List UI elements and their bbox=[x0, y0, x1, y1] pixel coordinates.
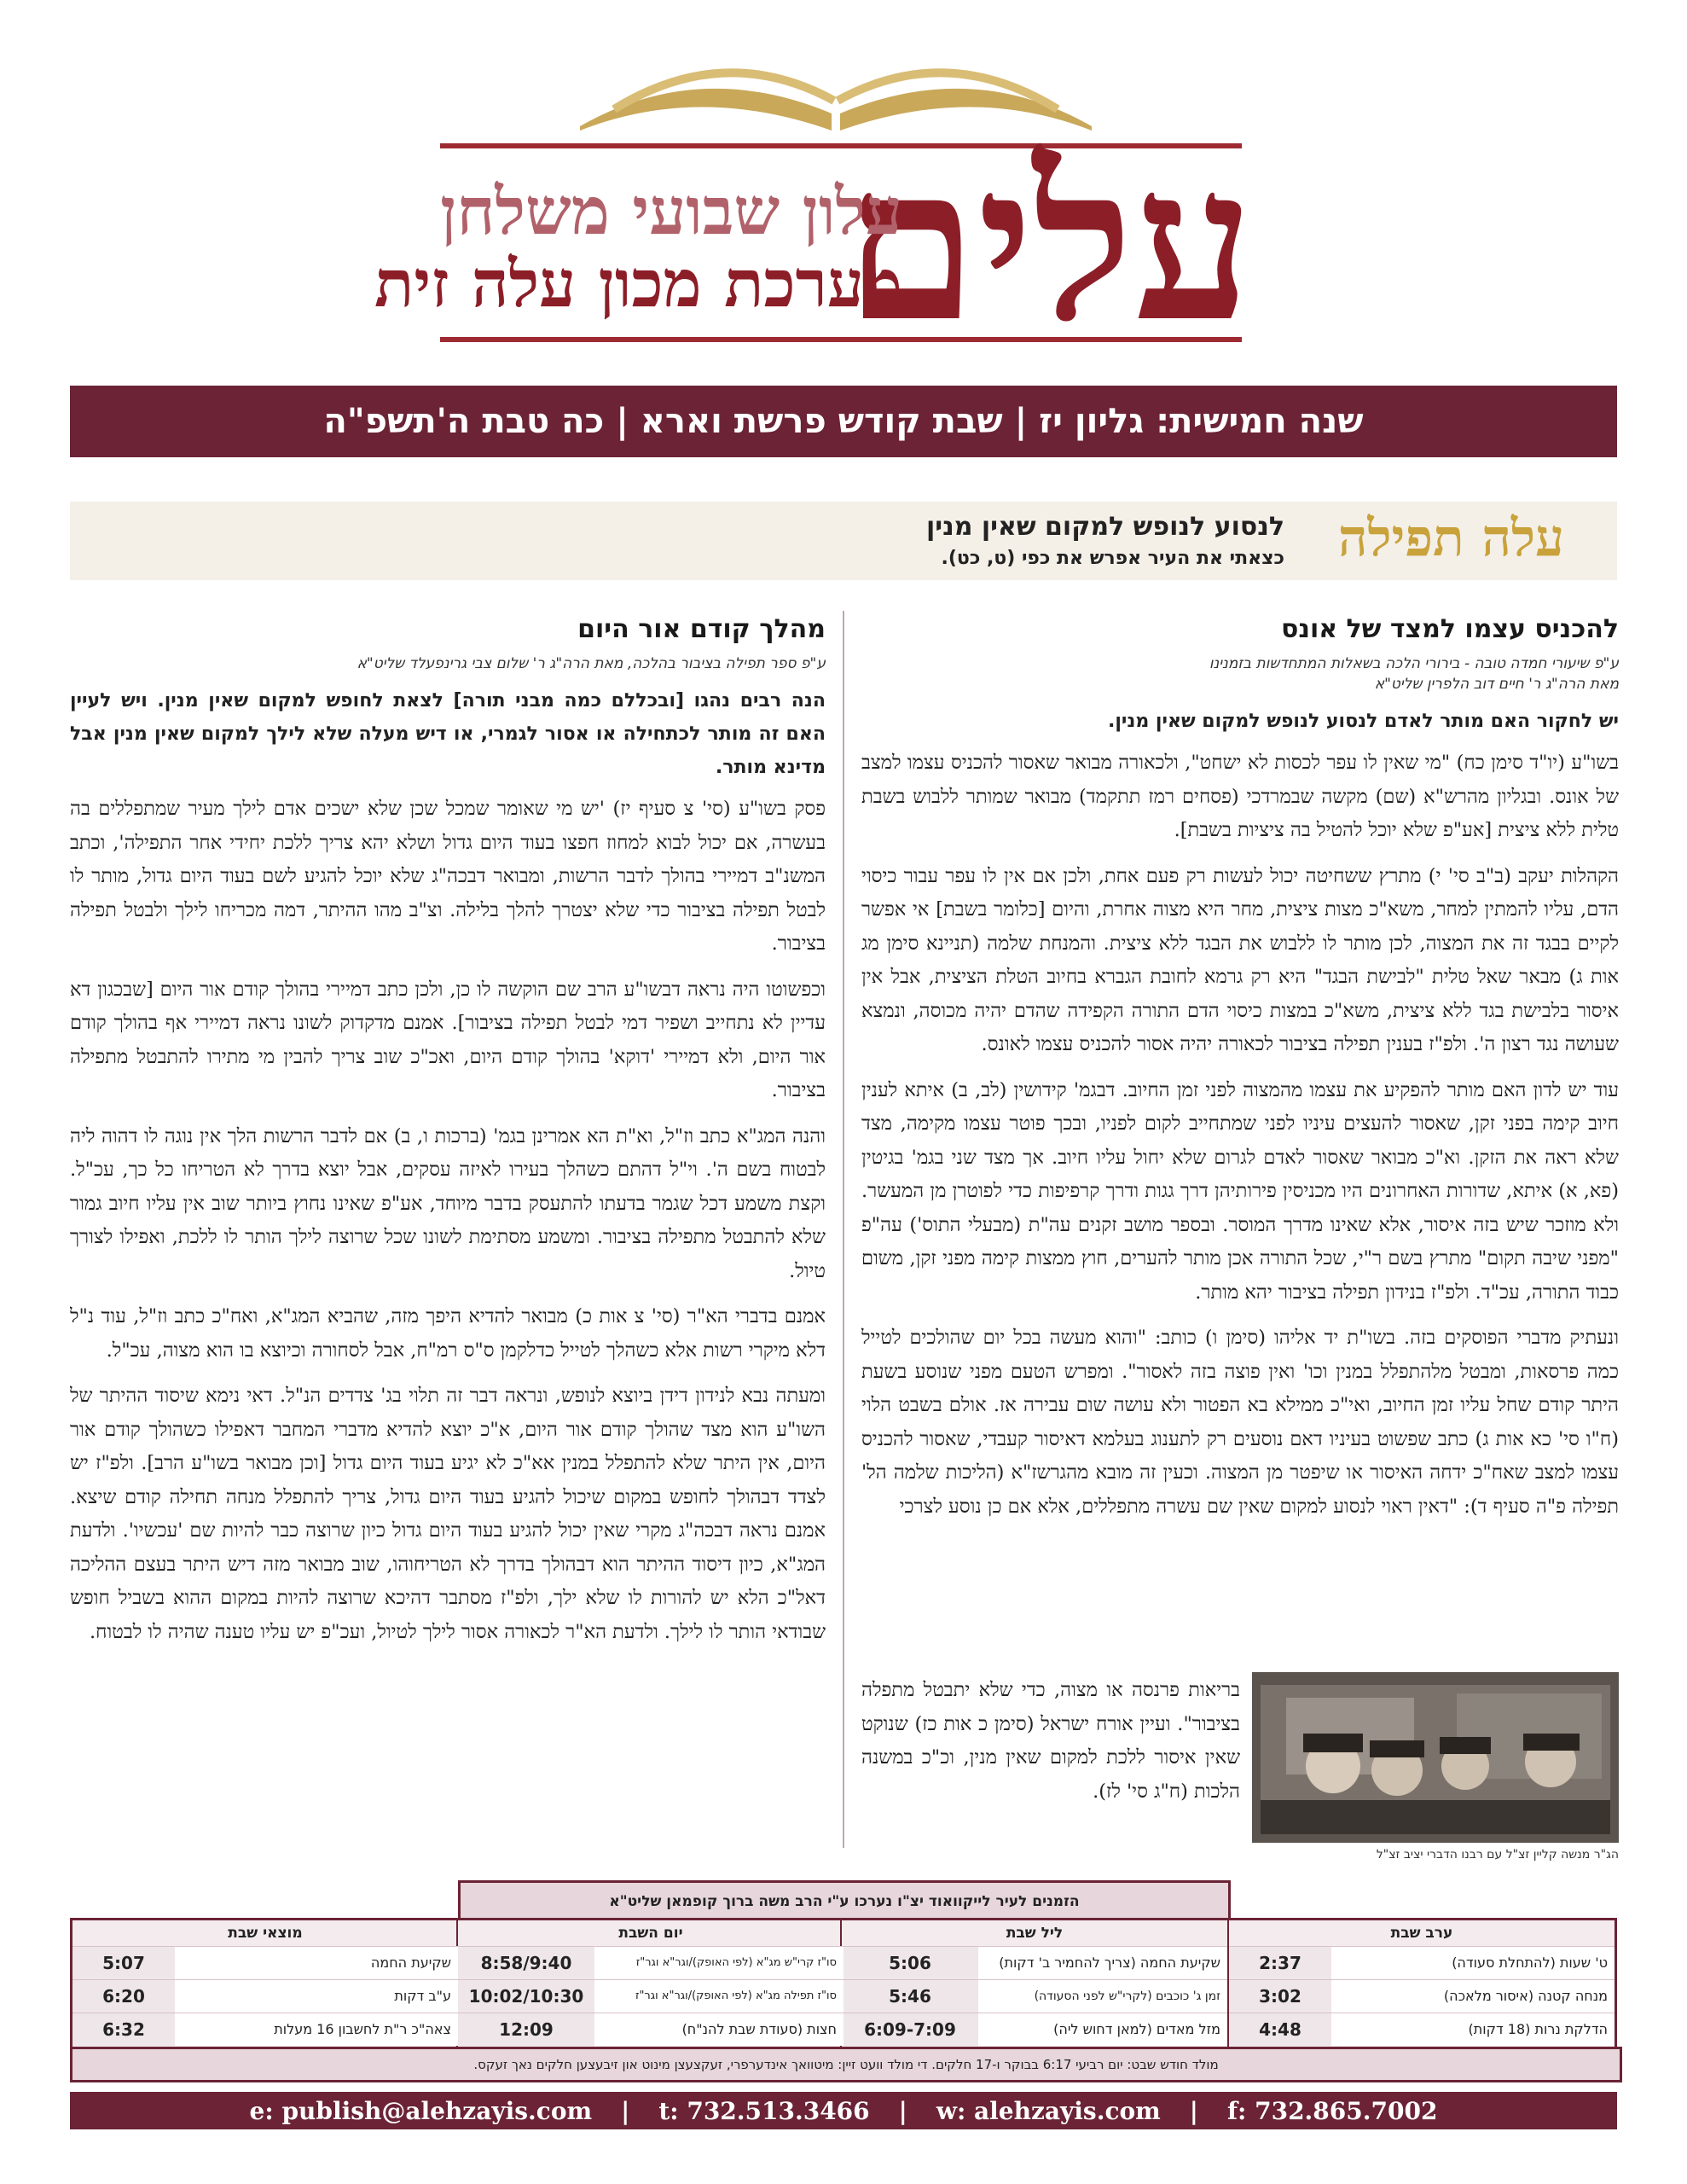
tefila-subtitle: כצאתי את העיר אפרש את כפי (ט, כט). bbox=[941, 548, 1284, 569]
zmanim-label: זמן ג' כוכבים (לקרי"ש לפני הסעודה) bbox=[978, 1980, 1227, 2013]
logo-text: עלים bbox=[844, 118, 1254, 369]
masthead-subtitle-1: עלון שבועי משלחן bbox=[440, 173, 902, 249]
zmanim-section-title: מוצאי שבת bbox=[228, 1925, 303, 1942]
zmanim-time: 4:48 bbox=[1229, 2013, 1331, 2046]
zmanim-time: 6:20 bbox=[72, 1980, 175, 2013]
zmanim-row bbox=[1229, 1946, 1615, 1979]
left-article-source: ע"פ ספר תפילה בציבור בהלכה, מאת הרה"ג ר' שלום צבי גרינפעלד שליט"א bbox=[357, 655, 826, 672]
contact-footer bbox=[70, 2092, 1617, 2129]
zmanim-row bbox=[842, 2013, 1227, 2046]
zmanim-row bbox=[72, 2013, 458, 2046]
zmanim-label: ט' שעות (להתחלת סעודה) bbox=[1331, 1947, 1615, 1979]
right-paragraph: הקהלות יעקב (ב"ב סי' י) מתרץ ששחיטה יכול לעשות רק פעם אחת, ולכן אם אין לו עפר עבור כיסוי הדם, עליו להמתין למחר, משא"כ מצות ציצית, מחר היא מצוה אחרת, והיום [כלומר בשבת] אי אפשר לקיים בבגד זה את המצוה, לכן מותר לו ללבוש את הבגד ללא ציצית. והמנחת שלמה (תניינא סימן מג אות ג) מבאר שאל טלית "לבישת הבגד" היא רק גרמא לחובת הגברא בחיוב הטלת הציצית, אבל אין איסור בלבישת בגד ללא ציצית, משא"כ במצות כיסוי הדם התורה הקפידה שהדם יהיה מכוסה, ונמצא שעושה נגד רצון ה'. ולפ"ז בענין תפילה בציבור לכאורה יהיה אסור להכניס עצמו לאונס. bbox=[861, 864, 1619, 1055]
zmanim-row bbox=[72, 1946, 458, 1979]
zmanim-header: הזמנים לעיר לייקוואוד יצ"ו נערכו ע"י הרב משה ברוך קופמאן שליט"א bbox=[458, 1880, 1231, 1920]
zmanim-time: 5:07 bbox=[72, 1947, 175, 1979]
right-article-lead: יש לחקור האם מותר לאדם לנסוע לנופש למקום שאין מנין. bbox=[1107, 711, 1619, 732]
zmanim-label: שקיעת החמה (צריך להחמיר ב' דקות) bbox=[978, 1947, 1227, 1979]
zmanim-section-title: יום השבת bbox=[618, 1925, 683, 1942]
zmanim-row bbox=[458, 1979, 844, 2013]
left-paragraph: פסק בשו"ע (סי' צ סעיף יז) 'יש מי שאומר שמכל שכן שלא ישכים אדם לילך מעיר שמתפללים בה בעשרה, אם יכול לבוא למחוז חפצו בעוד היום גדול ושלא יהא צריך ללכת יחידי אחר התפילה', וכתב המשנ"ב דמיירי בהולך לדבר הרשות, ומבואר דבכה"ג שלא יוכל להגיע לשם בעוד היום גדול, מותר לו לבטל תפילה בציבור כדי שלא יצטרך להלך בלילה. וצ"ב מהו ההיתר, דמה מכריחו לילך ולבטל תפילה בציבור. bbox=[70, 798, 826, 955]
zmanim-label: שקיעת החמה bbox=[175, 1947, 458, 1979]
column-divider bbox=[843, 611, 844, 1848]
masthead bbox=[0, 0, 1687, 375]
historical-photo bbox=[1252, 1672, 1619, 1843]
zmanim-row bbox=[1229, 1979, 1615, 2013]
zmanim-time: 3:02 bbox=[1229, 1980, 1331, 2013]
zmanim-section-motzei-shabbos bbox=[72, 1920, 458, 2047]
right-source-line-1: ע"פ שיעורי חמדה טובה - בירורי הלכה בשאלות המתחדשות בזמנינו bbox=[1209, 655, 1619, 672]
zmanim-row bbox=[458, 2013, 844, 2046]
zmanim-row bbox=[458, 1946, 844, 1979]
zmanim-label: מנחה קטנה (איסור מלאכה) bbox=[1331, 1980, 1615, 2013]
zmanim-row bbox=[842, 1979, 1227, 2013]
left-article-heading: מהלך קודם אור היום bbox=[577, 614, 826, 644]
right-paragraph: עוד יש לדון האם מותר להפקיע את עצמו מהמצוה לפני זמן החיוב. דבגמ' קידושין (לב, ב) איתא לענין חיוב קימה בפני זקן, שאסור להעצים עיניו לפני שמתחייב לקום לפניו, ובכך פוטר עצמו מקימה, מצד שלא ראה את הזקן. וא"כ מבואר שאסור לאדם לגרום שלא יחול עליו חיוב. אך מצד שני בגמ' בגיטין (פא, א) איתא, שדורות האחרונים היו מכניסין פירותיהן דרך גגות ודרך קרפיפות כדי לפוטרן מן המעשר. ולא מוזכר שיש בזה איסור, אלא שאינו מדרך המוסר. ובספר מושב זקנים עה"ת (מבעלי התוס') עה"פ "מפני שיבה תקום" מתרץ בשם ר"י, שכל התורה אכן מותר להערים, חוץ ממצות קימה מפני זקן, משום כבוד התורה, עכ"ד. ולפ"ז בנידון תפילה בציבור יהא מותר. bbox=[861, 1078, 1619, 1304]
left-article bbox=[70, 611, 826, 1846]
zmanim-section-title: ליל שבת bbox=[1006, 1925, 1064, 1942]
zmanim-time: 10:02/10:30 bbox=[458, 1980, 594, 2013]
zmanim-label: סו"ז תפילה מג"א (לפי האופק)/וגר"א וגר"ז bbox=[594, 1980, 844, 2013]
left-paragraph: וכפשוטו היה נראה דבשו"ע הרב שם הוקשה לו כן, ולכן כתב דמיירי בהולך קודם אור היום [שבכגון דא עדיין לא נתחייב ושפיר דמי לבטל תפילה בציבור]. אמנם מדקדוק לשונו נראה דמיירי אף בהולך קודם אור היום, ולא דמיירי 'דוקא' בהולך קודם היום, ואכ"כ שוב צריך להבין מי מתירו להתבטל מתפילה בציבור. bbox=[70, 978, 826, 1101]
tefila-logo: עלה תפילה bbox=[1338, 508, 1564, 568]
zmanim-label: סו"ז קרי"ש מג"א (לפי האופק)/וגר"א וגר"ז bbox=[594, 1947, 844, 1979]
zmanim-section-yom-hashabbos bbox=[456, 1920, 844, 2047]
issue-bar: שנה חמישית: גליון יז | שבת קודש פרשת וארא | כה טבת ה'תשפ"ה bbox=[70, 386, 1617, 457]
right-article-source bbox=[861, 653, 1619, 694]
zmanim-label: הדלקת נרות (18 דקות) bbox=[1331, 2013, 1615, 2046]
left-paragraph: ומעתה נבא לנידון דידן ביוצא לנופש, ונראה דבר זה תלוי בג' צדדים הנ"ל. דאי נימא שיסוד ההיתר של השו"ע הוא מצד שהולך קודם אור היום, א"כ יוצא להדיא מדברי המחבר דאפילו כשהולך קודם אור היום, אין היתר שלא להתפלל במנין אא"כ לא יגיע בעוד היום גדול [וכן מבואר בשו"ע הרב]. ולפ"ז יש לצדד דבהולך לחופש במקום שיכול להגיע בעוד היום גדול, צריך להתפלל מנחה תחילה קודם שיצא. אמנם נראה דבכה"ג מקרי שאין יכול להגיע בעוד היום גדול כיון שרוצה כבר להיות שם 'עכשיו'. ולדעת המג"א, כיון דיסוד ההיתר הוא דבהולך בדרך לא הטריחוהו, שוב מבואר מזה דיש היתר בעצם ההליכה דאל"כ הלא יש להורות לו שלא ילך, ולפ"ז מסתבר דהיכא שרוצה להיות במקום ההוא בשביל חופש שבודאי הותר לו לילך. ולדעת הא"ר לכאורה אסור לילך לטיול, ועכ"פ יש עליו טענה שהיה לו לבטוח. bbox=[70, 1385, 826, 1643]
molad-announcement: מולד חודש שבט: יום רביעי 6:17 בבוקר ו-17 חלקים. די מולד וועט זיין: מיטוואך אינדערפרי, זעקצעצן מינוט און זיבעצען חלקים נאך זעקס. bbox=[70, 2047, 1622, 2082]
left-paragraph: והנה המג"א כתב וז"ל, וא"ת הא אמרינן בגמ' (ברכות ו, ב) אם לדבר הרשות הלך אין נוגה לו דהוה ליה לבטוח בשם ה'. וי"ל דהתם כשהלך בעירו לאיזה עסקים, אבל יוצא בדרך לא הטריחו כל כך, עכ"ל. וקצת משמע דכל שגמר בדעתו להתעסק בדבר מיוחד, אע"פ שאינו נחוץ ביותר שוב אין עליו חיוב גמור שלא להתבטל מתפילה בציבור. ומשמע מסתימת לשונו שכל שרוצה לילך הותר לו ללכת, ואפילו לצורך טיול. bbox=[70, 1124, 826, 1282]
zmanim-row bbox=[842, 1946, 1227, 1979]
left-article-lead: הנה רבים נהגו [ובכללם כמה מבני תורה] לצאת לחופש למקום שאין מנין. ויש לעיין האם זה מותר לכתחילה או אסור לגמרי, או דיש מעלה שלא לילך למקום שאין מנין אבל מדינא מותר. bbox=[70, 690, 826, 778]
zmanim-table bbox=[70, 1880, 1617, 2085]
zmanim-time: 5:46 bbox=[842, 1980, 978, 2013]
masthead-subtitle-2: מערכת מכון עלה זית bbox=[374, 246, 902, 322]
tefila-box bbox=[70, 502, 1617, 580]
zmanim-time: 8:58/9:40 bbox=[458, 1947, 594, 1979]
footer-website-link[interactable]: w: alehzayis.com bbox=[936, 2096, 1161, 2125]
zmanim-section-erev-shabbos bbox=[1229, 1920, 1615, 2047]
photo-caption: הג"ר מנשה קליין זצ"ל עם רבנו הדברי יציב זצ"ל bbox=[1376, 1848, 1619, 1862]
right-article bbox=[861, 611, 1619, 1669]
zmanim-label: צאה"כ ר"ת לחשבון 16 מעלות bbox=[175, 2013, 458, 2046]
right-article-heading: להכניס עצמו למצד של אונס bbox=[1280, 614, 1619, 644]
tefila-title: לנסוע לנופש למקום שאין מנין bbox=[926, 512, 1284, 542]
footer-separator: | bbox=[621, 2096, 630, 2125]
zmanim-label: ע"ב דקות bbox=[175, 1980, 458, 2013]
right-paragraph: בריאות פרנסה או מצוה, כדי שלא יתבטל מתפלה בציבור". ועיין אורח ישראל (סימן כ אות כז) שנוקט שאין איסור ללכת למקום שאין מנין, וכ"כ במשנה הלכות (ח"ג סי' לז). bbox=[861, 1679, 1240, 1803]
zmanim-section-title: ערב שבת bbox=[1390, 1925, 1453, 1942]
right-paragraph: ונעתיק מדברי הפוסקים בזה. בשו"ת יד אליהו (סימן ו) כותב: "והוא מעשה בכל יום שהולכים לטייל כמה פרסאות, ומבטל מלהתפלל במנין וכו' ואין פוצה בזה לאסור". ומפרש הטעם מפני שנוסע בשעת היתר קודם שחל עליו זמן החיוב, ואי"כ ממילא בא הפטור ולא עושה שום עבירה אז. אולם בשבט הלוי (ח"ו סי' כא אות ג) כתב שפשוט בעיניו דאם נוסעים רק לתענוג בעלמא דאיסור קעבדי, שאסור להכניס עצמו למצב שאח"כ ידחה האיסור או שיפטר מן המצוה. וכעין זה מובא מהגרשז"א (הליכות שלמה הל' תפילה פ"ה סעיף ד): "דאין ראוי לנסוע למקום שאין שם עשרה מתפללים, אלא אם כן נוסע לצרכי bbox=[861, 1327, 1619, 1518]
zmanim-frame bbox=[70, 1918, 1617, 2049]
zmanim-section-leil-shabbos bbox=[840, 1920, 1229, 2047]
right-paragraph: בשו"ע (יו"ד סימן כח) "מי שאין לו עפר לכסות לא ישחט", ולכאורה מבואר שאסור להכניס עצמו למצב של אונס. ובגליון מהרש"א (שם) מקשה שבמרדכי (פסחים רמז תתקמד) מבואר שמותר ללבוש בשבת טלית ללא ציצית [אע"פ שלא יוכל להטיל בה ציציות בשבת]. bbox=[861, 752, 1619, 841]
right-article-continued bbox=[861, 1674, 1240, 1844]
zmanim-time: 5:06 bbox=[842, 1947, 978, 1979]
footer-phone[interactable]: t: 732.513.3466 bbox=[658, 2096, 870, 2125]
zmanim-time: 6:32 bbox=[72, 2013, 175, 2046]
footer-separator: | bbox=[1189, 2096, 1198, 2125]
zmanim-time: 6:09-7:09 bbox=[842, 2013, 978, 2046]
footer-fax: f: 732.865.7002 bbox=[1226, 2096, 1438, 2125]
footer-email-link[interactable]: e: publish@alehzayis.com bbox=[249, 2096, 593, 2125]
zmanim-time: 12:09 bbox=[458, 2013, 594, 2046]
zmanim-row bbox=[72, 1979, 458, 2013]
zmanim-label: מזל מאדים (למאן דחוש ליה) bbox=[978, 2013, 1227, 2046]
footer-separator: | bbox=[898, 2096, 907, 2125]
zmanim-label: חצות (סעודת שבת להנ"ח) bbox=[594, 2013, 844, 2046]
zmanim-time: 2:37 bbox=[1229, 1947, 1331, 1979]
zmanim-row bbox=[1229, 2013, 1615, 2046]
photo-image-icon bbox=[1252, 1672, 1619, 1843]
right-source-line-2: מאת הרה"ג ר' חיים דוב הלפרין שליט"א bbox=[1374, 676, 1619, 693]
left-paragraph: אמנם בדברי הא"ר (סי' צ אות כ) מבואר להדיא היפך מזה, שהביא המג"א, ואח"כ כתב וז"ל, עוד נ"ל דלא מיקרי רשות אלא כשהלך לטייל כדלקמן ס"ס רמ"ח, אבל לסחורה וכיוצא בו הוא מצוה, עכ"ל. bbox=[70, 1305, 826, 1362]
